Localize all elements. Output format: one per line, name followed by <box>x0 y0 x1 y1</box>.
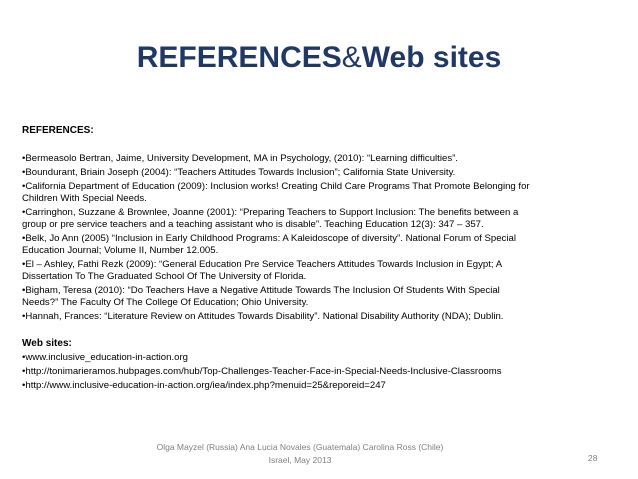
reference-line: Dissertation To The Graduated School Of The University of Florida. <box>22 271 307 282</box>
title-references: REFERENCES <box>136 41 342 74</box>
reference-line: •Bermeasolo Bertran, Jaime, University Development, MA in Psychology, (2010): “Learning difficulties”. <box>22 153 458 164</box>
reference-item <box>22 285 622 309</box>
reference-item <box>22 233 622 257</box>
slide-title <box>0 40 638 76</box>
reference-item <box>22 207 622 231</box>
page-number: 28 <box>588 453 598 463</box>
reference-line: Education Journal; Volume II, Number 12.005. <box>22 245 219 256</box>
reference-line: •Hannah, Frances: “Literature Review on Attitudes Towards Disability”. National Disability Authority (NDA); Dublin. <box>22 311 504 322</box>
reference-item <box>22 259 622 283</box>
slide-footer <box>120 441 480 467</box>
reference-line: Needs?” The Faculty Of The College Of Education; Ohio University. <box>22 297 309 308</box>
reference-line: •California Department of Education (2009): Inclusion works! Creating Child Care Programs That Promote Belonging for <box>22 181 530 192</box>
title-web-sites: Web sites <box>361 41 502 74</box>
website-link[interactable]: •http://www.inclusive-education-in-action.org/iea/index.php?menuid=25&reporeid=247 <box>22 380 386 391</box>
reference-line: group or pre service teachers and a teaching assistant who is disable”. Teaching Education 12(3): 347 – 357. <box>22 219 484 230</box>
reference-item <box>22 311 622 323</box>
web-sites-heading: Web sites: <box>22 338 72 349</box>
footer-location-date: Israel, May 2013 <box>268 455 332 465</box>
references-heading: REFERENCES: <box>22 125 94 136</box>
title-ampersand: & <box>341 41 362 74</box>
reference-item <box>22 181 622 205</box>
website-link[interactable]: •www.inclusive_education-in-action.org <box>22 352 189 363</box>
reference-line: •Carringhon, Suzzane & Brownlee, Joanne (2001): “Preparing Teachers to Support Inclusion: The benefits between a <box>22 207 519 218</box>
footer-authors: Olga Mayzel (Russia) Ana Lucia Novales (Guatemala) Carolina Ross (Chile) <box>156 442 444 452</box>
reference-line: •El – Ashley, Fathi Rezk (2009): “General Education Pre Service Teachers Attitudes Towards Inclusion in Egypt; A <box>22 259 503 270</box>
reference-item <box>22 167 622 179</box>
reference-line: •Bigham, Teresa (2010): “Do Teachers Have a Negative Attitude Towards The Inclusion Of Students With Special <box>22 285 500 296</box>
reference-line: •Boundurant, Briain Joseph (2004): “Teachers Attitudes Towards Inclusion”; California State University. <box>22 167 456 178</box>
reference-line: Children With Special Needs. <box>22 193 147 204</box>
reference-item <box>22 153 622 165</box>
reference-line: •Belk, Jo Ann (2005) “Inclusion in Early Childhood Programs: A Kaleidoscope of diversity”. National Forum of Special <box>22 233 516 244</box>
website-link[interactable]: •http://tonimarieramos.hubpages.com/hub/Top-Challenges-Teacher-Face-in-Special-Needs-Inclusive-Classrooms <box>22 366 502 377</box>
